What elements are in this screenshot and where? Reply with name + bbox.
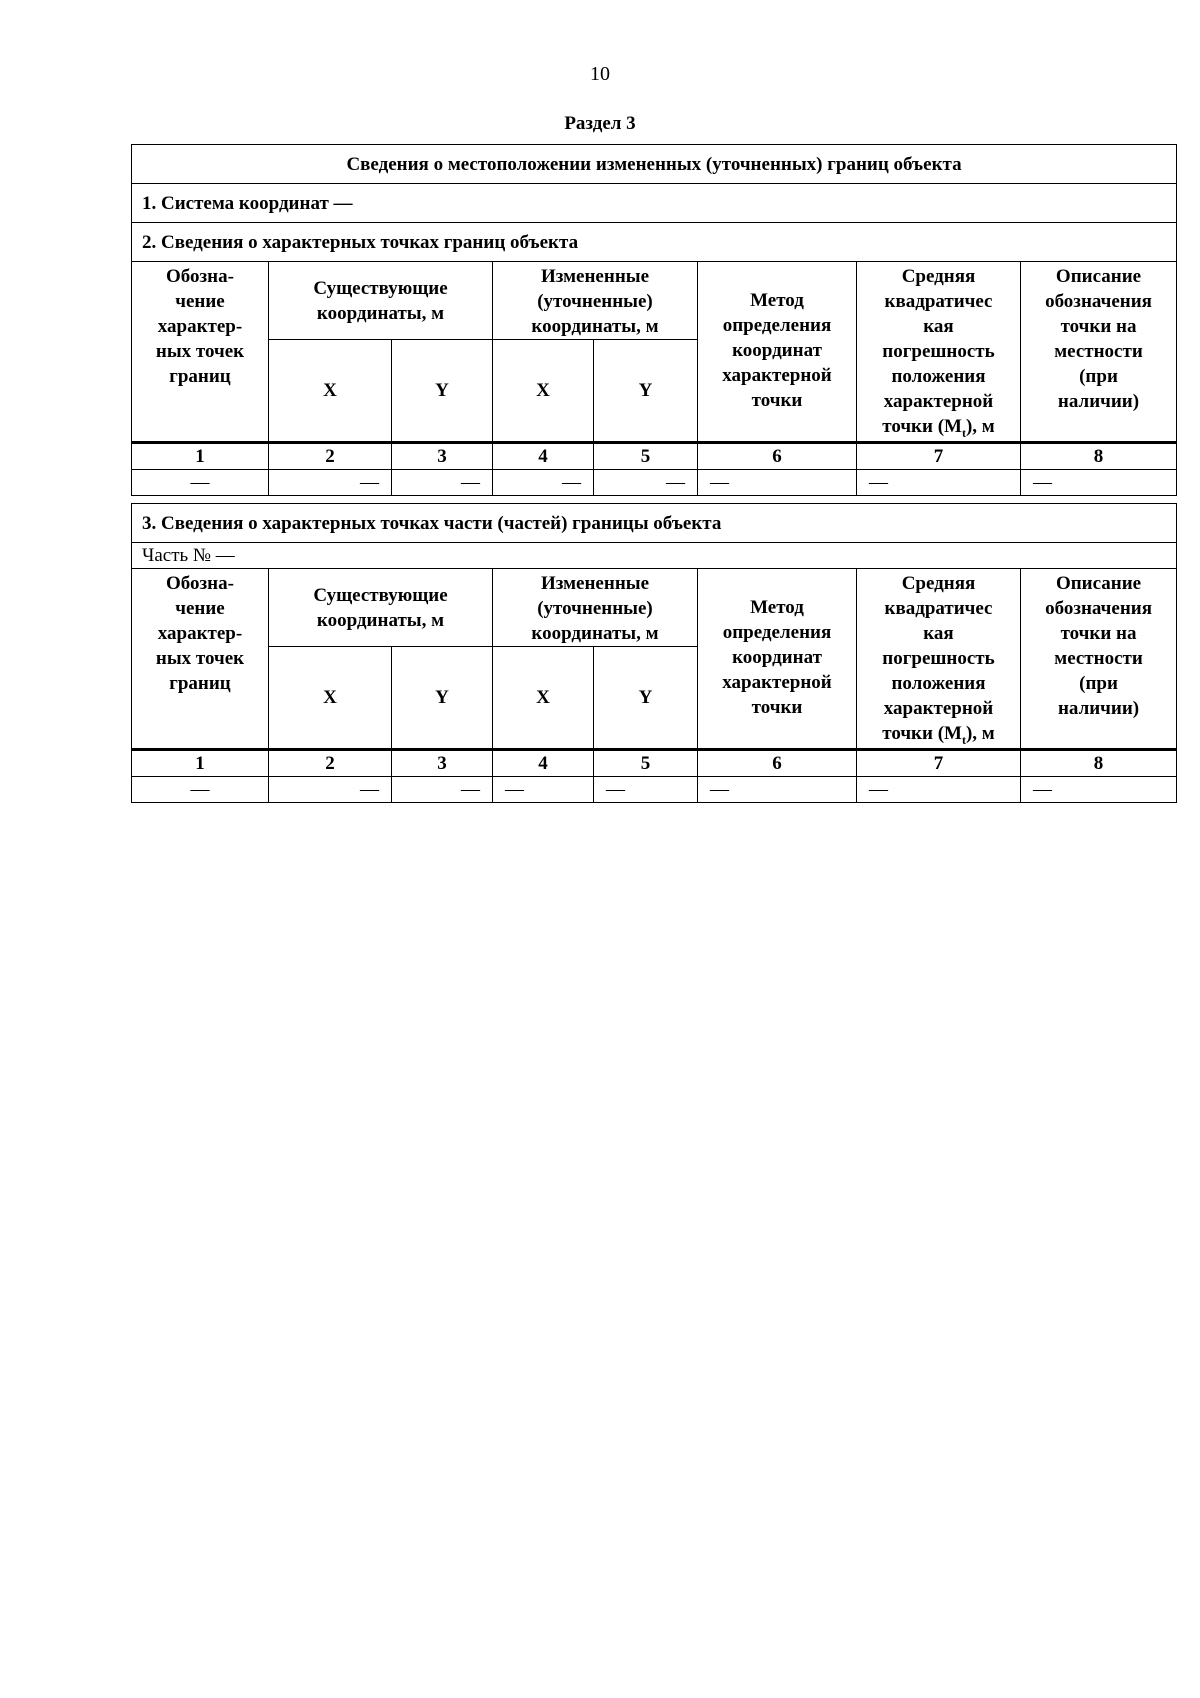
header-y-changed: Y <box>594 647 698 750</box>
column-number: 5 <box>594 443 698 470</box>
empty-cell: — <box>269 470 392 496</box>
column-number: 1 <box>132 750 269 777</box>
column-number: 4 <box>493 750 594 777</box>
column-number: 5 <box>594 750 698 777</box>
points-title: 2. Сведения о характерных точках границ объекта <box>132 223 1177 262</box>
column-number: 8 <box>1021 750 1177 777</box>
empty-cell: — <box>698 470 857 496</box>
coordinate-system: 1. Система координат — <box>132 184 1177 223</box>
table-title: Сведения о местоположении измененных (уточненных) границ объекта <box>132 145 1177 184</box>
column-number: 6 <box>698 443 857 470</box>
column-number: 4 <box>493 443 594 470</box>
header-x-changed: X <box>493 647 594 750</box>
empty-cell: — <box>132 777 269 803</box>
column-number: 6 <box>698 750 857 777</box>
parts-table <box>131 503 1176 803</box>
empty-cell: — <box>594 777 698 803</box>
empty-cell: — <box>698 777 857 803</box>
empty-cell: — <box>594 470 698 496</box>
column-number: 3 <box>392 443 493 470</box>
header-y-existing: Y <box>392 647 493 750</box>
column-number: 7 <box>857 443 1021 470</box>
column-number: 1 <box>132 443 269 470</box>
empty-cell: — <box>132 470 269 496</box>
page-number: 10 <box>590 63 610 85</box>
column-number: 8 <box>1021 443 1177 470</box>
header-method: Метод определения координат характерной точки <box>698 262 857 443</box>
header-changed: Измененные (уточненные) координаты, м <box>493 262 698 340</box>
header-error: Средняя квадратичес кая погрешность положения характерной точки $(M_t)$, м <box>857 569 1021 750</box>
empty-cell: — <box>392 777 493 803</box>
parts-title: 3. Сведения о характерных точках части (частей) границы объекта <box>132 504 1177 543</box>
header-error: Средняя квадратичес кая погрешность положения характерной точки $(M_t)$, м <box>857 262 1021 443</box>
column-number: 3 <box>392 750 493 777</box>
header-y-existing: Y <box>392 340 493 443</box>
header-x-changed: X <box>493 340 594 443</box>
empty-cell: — <box>392 470 493 496</box>
header-changed: Измененные (уточненные) координаты, м <box>493 569 698 647</box>
column-number: 2 <box>269 443 392 470</box>
header-method: Метод определения координат характерной точки <box>698 569 857 750</box>
header-description: Описание обозначения точки на местности (при наличии) <box>1021 569 1177 750</box>
empty-cell: — <box>1021 470 1177 496</box>
header-designation: Обозна- чение характер- ных точек границ <box>132 569 269 750</box>
header-existing: Существующие координаты, м <box>269 569 493 647</box>
empty-cell: — <box>493 777 594 803</box>
column-number: 2 <box>269 750 392 777</box>
header-x-existing: X <box>269 340 392 443</box>
part-number: Часть № — <box>132 543 1177 569</box>
empty-cell: — <box>1021 777 1177 803</box>
header-existing: Существующие координаты, м <box>269 262 493 340</box>
boundary-table <box>131 144 1176 496</box>
header-description: Описание обозначения точки на местности (при наличии) <box>1021 262 1177 443</box>
section-title: Раздел 3 <box>564 113 636 134</box>
empty-cell: — <box>857 777 1021 803</box>
empty-cell: — <box>493 470 594 496</box>
empty-cell: — <box>857 470 1021 496</box>
empty-cell: — <box>269 777 392 803</box>
column-number: 7 <box>857 750 1021 777</box>
header-y-changed: Y <box>594 340 698 443</box>
header-x-existing: X <box>269 647 392 750</box>
header-designation: Обозна- чение характер- ных точек границ <box>132 262 269 443</box>
